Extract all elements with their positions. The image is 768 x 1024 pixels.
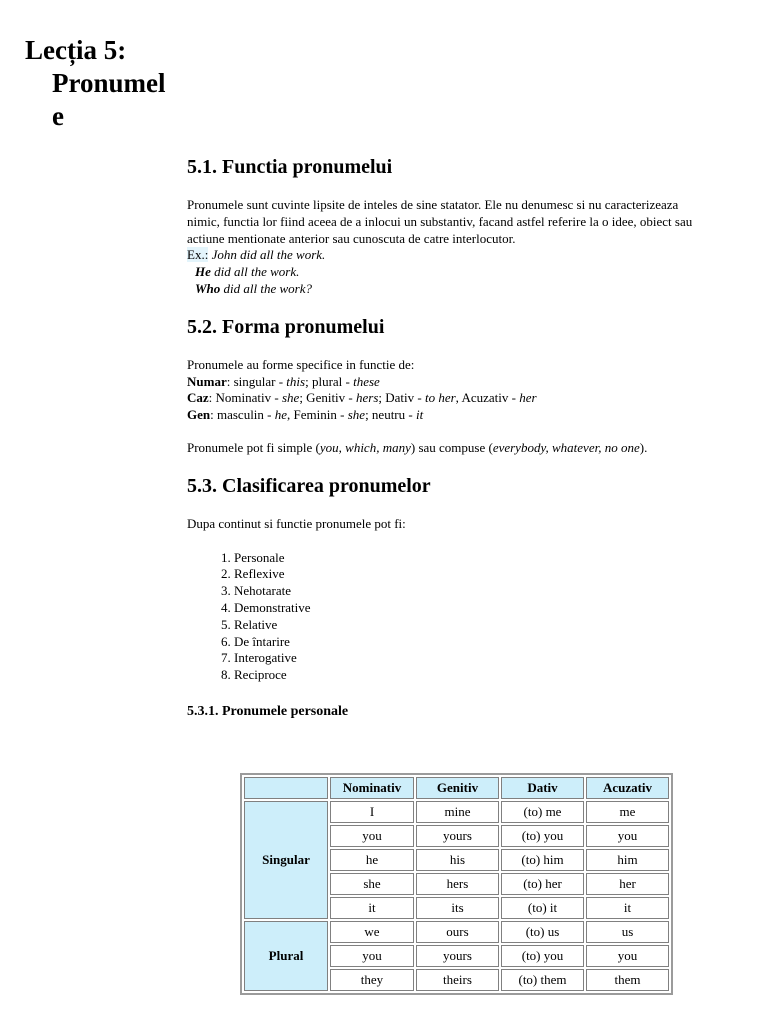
- example-pronoun-he: He: [195, 264, 211, 280]
- simple-compound-paragraph: Pronumele pot fi simple (you, which, many) sau compuse (everybody, whatever, no one).: [187, 439, 648, 455]
- table-cell: mine: [416, 801, 499, 823]
- lesson-title-line3: e: [52, 101, 64, 131]
- table-row: [244, 921, 669, 943]
- table-cell: her: [586, 873, 669, 895]
- group-singular: Singular: [244, 801, 328, 919]
- personal-pronouns-table: [240, 773, 673, 995]
- table-cell: them: [586, 969, 669, 991]
- lesson-title-line2: Pronumel: [52, 68, 166, 98]
- classification-intro: Dupa continut si functie pronumele pot fi:: [187, 515, 406, 531]
- table-cell: it: [330, 897, 414, 919]
- section-5-1-heading: 5.1. Functia pronumelui: [187, 156, 393, 178]
- section-5-1-paragraph: Pronumele sunt cuvinte lipsite de inteles de sine statator. Ele nu denumesc si nu caracterizeaza nimic, functia lor fiind aceea de a inlocui un substantiv, facand astfel referire la o idee, obiect sau actiune mentionate anterior sau cunoscuta de catre interlocutor.: [187, 197, 693, 246]
- list-item: 4. Demonstrative: [234, 600, 712, 617]
- header-dativ: Dativ: [501, 777, 584, 799]
- table-corner-cell: [244, 777, 328, 799]
- table-cell: theirs: [416, 969, 499, 991]
- table-cell: yours: [416, 825, 499, 847]
- list-item: 1. Personale: [234, 550, 712, 567]
- lesson-content: [187, 154, 712, 721]
- example-pronoun-who: Who: [195, 280, 221, 296]
- table-cell: (to) her: [501, 873, 584, 895]
- table-cell: its: [416, 897, 499, 919]
- list-item: 6. De întarire: [234, 634, 712, 651]
- table-cell: he: [330, 849, 414, 871]
- table-cell: (to) them: [501, 969, 584, 991]
- section-5-3-heading: 5.3. Clasificarea pronumelor: [187, 474, 431, 497]
- example-sentence-1: John did all the work.: [211, 247, 326, 263]
- table-cell: we: [330, 921, 414, 943]
- lesson-title: [25, 34, 185, 133]
- section-5-2-heading: 5.2. Forma pronumelui: [187, 315, 385, 338]
- header-acuzativ: Acuzativ: [586, 777, 669, 799]
- table-cell: they: [330, 969, 414, 991]
- table-cell: (to) it: [501, 897, 584, 919]
- table-cell: you: [586, 825, 669, 847]
- table-cell: (to) you: [501, 825, 584, 847]
- list-item: 3. Nehotarate: [234, 583, 712, 600]
- table-cell: you: [330, 945, 414, 967]
- table-cell: (to) you: [501, 945, 584, 967]
- table-cell: his: [416, 849, 499, 871]
- table-cell: us: [586, 921, 669, 943]
- list-item: 7. Interogative: [234, 650, 712, 667]
- table-cell: (to) me: [501, 801, 584, 823]
- forms-intro: Pronumele au forme specifice in functie de:: [187, 356, 415, 372]
- table-cell: she: [330, 873, 414, 895]
- form-gen: Gen: masculin - he, Feminin - she; neutru - it: [187, 407, 424, 423]
- header-nominativ: Nominativ: [330, 777, 414, 799]
- table-cell: him: [586, 849, 669, 871]
- table-cell: me: [586, 801, 669, 823]
- form-numar: Numar: singular - this; plural - these: [187, 373, 380, 389]
- table-row: [244, 801, 669, 823]
- header-genitiv: Genitiv: [416, 777, 499, 799]
- table-cell: (to) us: [501, 921, 584, 943]
- table-cell: it: [586, 897, 669, 919]
- example-sentence-3: did all the work?: [220, 280, 313, 296]
- list-item: 5. Relative: [234, 617, 712, 634]
- example-block: [187, 247, 712, 297]
- section-5-2-forms: [187, 357, 712, 424]
- table-cell: ours: [416, 921, 499, 943]
- table-cell: I: [330, 801, 414, 823]
- list-item: 8. Reciproce: [234, 667, 712, 684]
- table-cell: hers: [416, 873, 499, 895]
- section-5-3-1-heading: 5.3.1. Pronumele personale: [187, 703, 349, 719]
- group-plural: Plural: [244, 921, 328, 991]
- table-cell: yours: [416, 945, 499, 967]
- form-caz: Caz: Nominativ - she; Genitiv - hers; Dativ - to her, Acuzativ - her: [187, 390, 537, 406]
- classification-list: [187, 550, 712, 684]
- table-cell: you: [586, 945, 669, 967]
- example-label: Ex.:: [187, 247, 209, 263]
- table-cell: you: [330, 825, 414, 847]
- list-item: 2. Reflexive: [234, 566, 712, 583]
- table-header-row: [244, 777, 669, 799]
- lesson-title-line1: Lecția 5:: [25, 35, 127, 65]
- table-cell: (to) him: [501, 849, 584, 871]
- example-sentence-2: did all the work.: [210, 264, 300, 280]
